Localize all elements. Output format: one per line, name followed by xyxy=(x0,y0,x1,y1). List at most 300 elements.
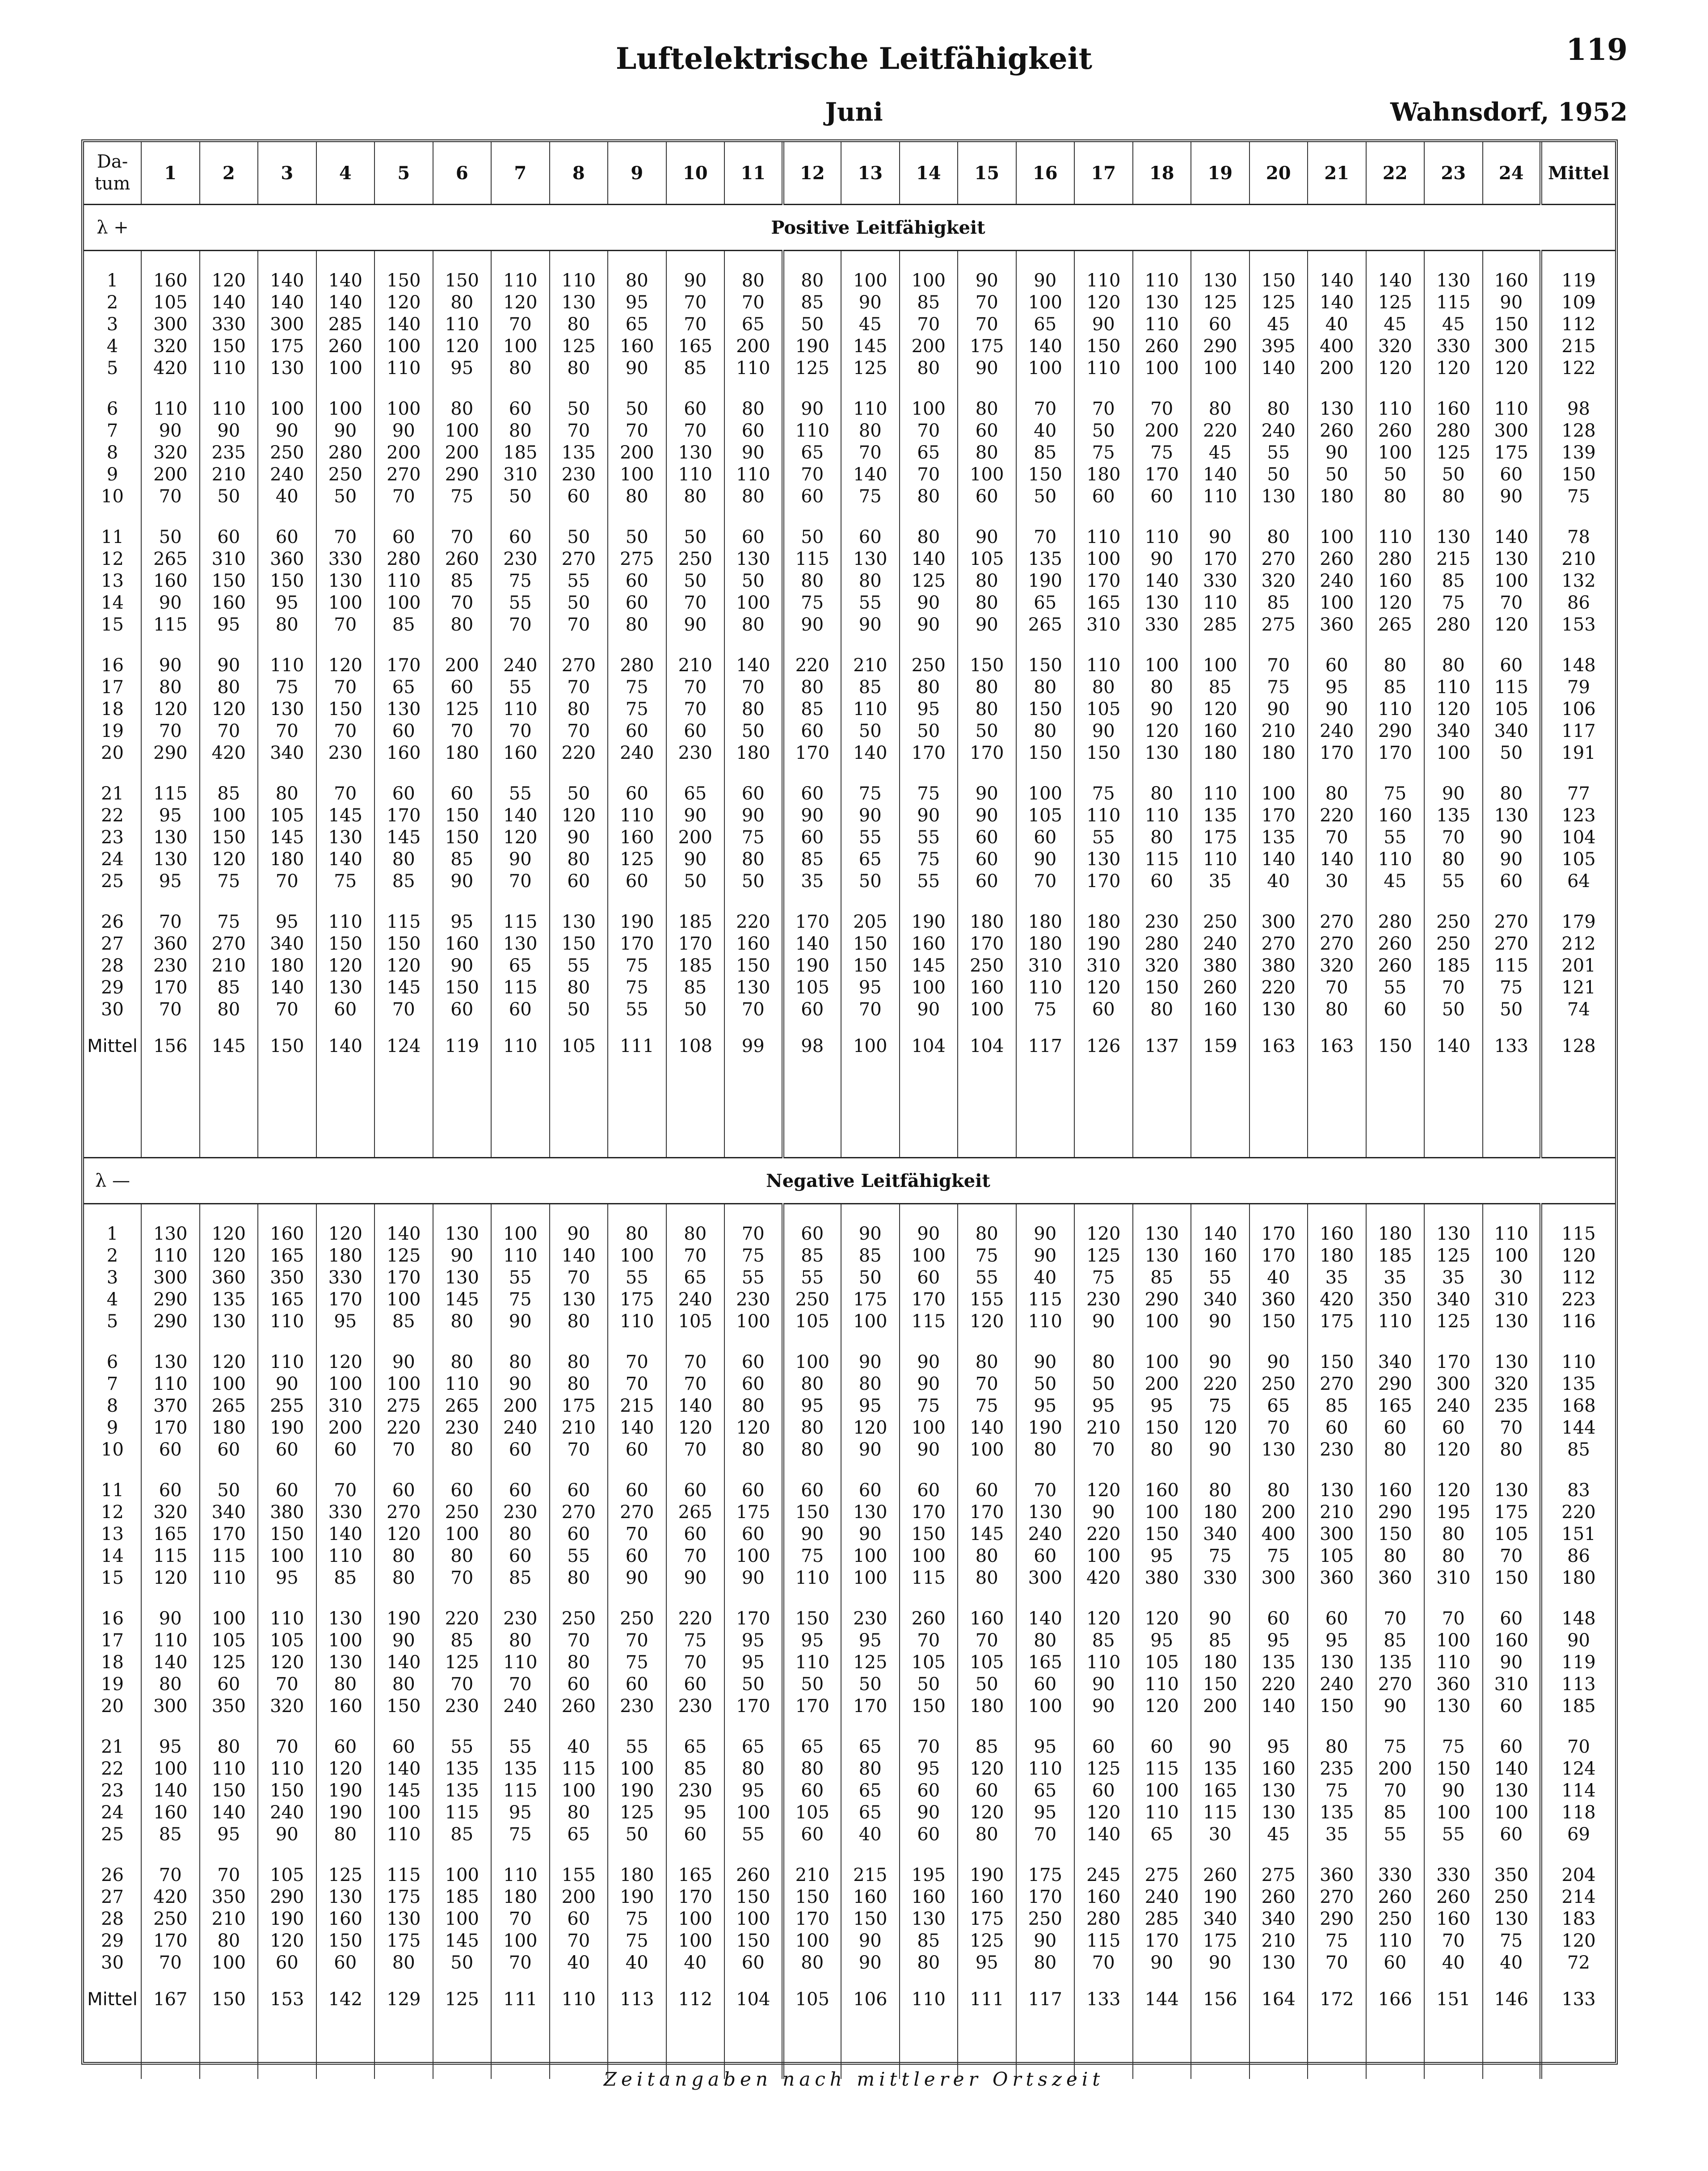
value-cell: 145 xyxy=(841,336,900,358)
spacer-cell xyxy=(1191,1461,1249,1480)
value-cell: 125 xyxy=(433,698,492,720)
value-cell: 80 xyxy=(1308,783,1366,805)
value-cell: 100 xyxy=(724,1908,783,1930)
value-cell: 60 xyxy=(1016,1545,1075,1567)
value-cell: 100 xyxy=(783,1351,841,1373)
value-cell: 80 xyxy=(550,1652,608,1674)
value-cell: 50 xyxy=(666,526,725,548)
spacer-cell xyxy=(608,379,666,398)
value-cell: 185 xyxy=(491,442,550,464)
value-cell: 135 xyxy=(1308,1802,1366,1824)
day-mean-cell: 212 xyxy=(1541,933,1615,955)
value-cell: 120 xyxy=(958,1311,1016,1333)
value-cell: 85 xyxy=(666,358,725,379)
value-cell: 135 xyxy=(1191,805,1249,827)
value-cell: 110 xyxy=(1133,526,1191,548)
spacer-cell xyxy=(1308,508,1366,526)
table-row xyxy=(84,805,1615,827)
value-cell: 280 xyxy=(608,655,666,677)
value-cell: 70 xyxy=(958,1630,1016,1652)
value-cell: 115 xyxy=(900,1311,958,1333)
value-cell: 110 xyxy=(141,1245,200,1267)
value-cell: 120 xyxy=(374,1523,433,1545)
value-cell: 85 xyxy=(1424,570,1483,592)
value-cell: 140 xyxy=(141,1652,200,1674)
value-cell: 45 xyxy=(1366,871,1425,892)
value-cell: 320 xyxy=(141,1502,200,1523)
spacer-cell xyxy=(1249,1717,1308,1736)
spacer-cell xyxy=(841,1461,900,1480)
value-cell: 180 xyxy=(1191,742,1249,764)
value-cell: 100 xyxy=(141,1758,200,1780)
value-cell: 90 xyxy=(433,871,492,892)
value-cell: 260 xyxy=(1366,933,1425,955)
value-cell: 50 xyxy=(550,526,608,548)
value-cell: 180 xyxy=(258,955,316,977)
value-cell: 180 xyxy=(1308,486,1366,508)
value-cell: 205 xyxy=(841,911,900,933)
value-cell: 75 xyxy=(608,1908,666,1930)
hour-mean-cell: 105 xyxy=(783,1974,841,2025)
value-cell: 60 xyxy=(433,677,492,698)
value-cell: 220 xyxy=(1249,977,1308,999)
value-cell: 120 xyxy=(491,292,550,314)
spacer-cell xyxy=(316,892,375,911)
value-cell: 70 xyxy=(1308,827,1366,849)
value-cell: 230 xyxy=(316,742,375,764)
value-cell: 80 xyxy=(900,677,958,698)
value-cell: 140 xyxy=(491,805,550,827)
day-mean-cell: 64 xyxy=(1541,871,1615,892)
value-cell: 185 xyxy=(1424,955,1483,977)
value-cell: 230 xyxy=(841,1608,900,1630)
value-cell: 60 xyxy=(491,1545,550,1567)
hour-mean-cell: 142 xyxy=(316,1974,375,2025)
spacer-cell xyxy=(433,508,492,526)
value-cell: 90 xyxy=(374,1351,433,1373)
value-cell: 70 xyxy=(666,292,725,314)
day-cell: 9 xyxy=(106,464,118,485)
hour-mean-cell: 117 xyxy=(1016,1021,1075,1072)
spacer-cell xyxy=(316,1589,375,1608)
value-cell: 125 xyxy=(958,1930,1016,1952)
value-cell: 100 xyxy=(666,1930,725,1952)
spacer-cell xyxy=(1424,1333,1483,1351)
value-cell: 75 xyxy=(783,592,841,614)
value-cell: 140 xyxy=(1191,464,1249,486)
value-cell: 160 xyxy=(1308,1223,1366,1245)
value-cell: 200 xyxy=(374,442,433,464)
value-cell: 150 xyxy=(1016,742,1075,764)
value-cell: 110 xyxy=(1191,783,1249,805)
spacer-cell xyxy=(1424,764,1483,783)
value-cell: 95 xyxy=(724,1652,783,1674)
value-cell: 160 xyxy=(841,1886,900,1908)
hour-mean-cell: 166 xyxy=(1366,1974,1425,2025)
value-cell: 55 xyxy=(608,1736,666,1758)
value-cell: 190 xyxy=(1191,1886,1249,1908)
spacer-cell xyxy=(608,251,666,270)
spacer-cell xyxy=(84,892,141,911)
spacer-cell xyxy=(1483,1461,1541,1480)
value-cell: 240 xyxy=(1133,1886,1191,1908)
positive-section-header xyxy=(84,205,1615,251)
value-cell: 360 xyxy=(1424,1674,1483,1696)
value-cell: 60 xyxy=(608,1480,666,1502)
value-cell: 275 xyxy=(374,1395,433,1417)
value-cell: 70 xyxy=(550,720,608,742)
value-cell: 55 xyxy=(608,1267,666,1289)
spacer-cell xyxy=(433,636,492,655)
value-cell: 100 xyxy=(958,999,1016,1021)
value-cell: 90 xyxy=(1016,1351,1075,1373)
day-cell: 27 xyxy=(101,1887,124,1907)
value-cell: 110 xyxy=(491,1245,550,1267)
value-cell: 100 xyxy=(900,270,958,292)
value-cell: 60 xyxy=(1308,1417,1366,1439)
gap-cell xyxy=(316,1072,375,1158)
spacer-cell xyxy=(900,764,958,783)
value-cell: 70 xyxy=(900,1630,958,1652)
value-cell: 190 xyxy=(258,1908,316,1930)
value-cell: 90 xyxy=(900,805,958,827)
value-cell: 115 xyxy=(433,1802,492,1824)
spacer-cell xyxy=(141,1717,200,1736)
value-cell: 320 xyxy=(141,336,200,358)
value-cell: 90 xyxy=(491,849,550,871)
spacer-cell xyxy=(1133,1846,1191,1864)
value-cell: 80 xyxy=(958,1567,1016,1589)
value-cell: 200 xyxy=(724,336,783,358)
value-cell: 65 xyxy=(666,1267,725,1289)
value-cell: 120 xyxy=(141,1567,200,1589)
spacer-cell xyxy=(958,1333,1016,1351)
value-cell: 125 xyxy=(200,1652,258,1674)
spacer-cell xyxy=(1541,1589,1615,1608)
value-cell: 80 xyxy=(200,999,258,1021)
spacer-cell xyxy=(84,1846,141,1864)
spacer-cell xyxy=(783,1717,841,1736)
hour-mean-cell: 163 xyxy=(1249,1021,1308,1072)
value-cell: 100 xyxy=(374,1802,433,1824)
value-cell: 150 xyxy=(374,1696,433,1717)
value-cell: 80 xyxy=(258,783,316,805)
value-cell: 120 xyxy=(200,1245,258,1267)
spacer-cell xyxy=(84,1589,141,1608)
value-cell: 130 xyxy=(374,1908,433,1930)
value-cell: 70 xyxy=(900,464,958,486)
value-cell: 150 xyxy=(900,1523,958,1545)
value-cell: 120 xyxy=(491,827,550,849)
value-cell: 115 xyxy=(491,977,550,999)
spacer-cell xyxy=(316,1204,375,1224)
value-cell: 285 xyxy=(316,314,375,336)
value-cell: 130 xyxy=(666,442,725,464)
value-cell: 180 xyxy=(724,742,783,764)
value-cell: 70 xyxy=(1016,1824,1075,1846)
value-cell: 125 xyxy=(900,570,958,592)
spacer-cell xyxy=(200,1461,258,1480)
value-cell: 260 xyxy=(1308,548,1366,570)
footer-note: Zeitangaben nach mittlerer Ortszeit xyxy=(603,2068,1105,2090)
value-cell: 90 xyxy=(1016,1223,1075,1245)
value-cell: 70 xyxy=(550,677,608,698)
value-cell: 300 xyxy=(1308,1523,1366,1545)
value-cell: 80 xyxy=(1249,1480,1308,1502)
spacer-cell xyxy=(1133,1204,1191,1224)
value-cell: 260 xyxy=(1133,336,1191,358)
gap-cell xyxy=(1541,1072,1615,1158)
spacer-cell xyxy=(841,764,900,783)
spacer-cell xyxy=(258,251,316,270)
day-cell: 16 xyxy=(101,1608,124,1629)
spacer-cell xyxy=(258,1846,316,1864)
value-cell: 100 xyxy=(200,1608,258,1630)
value-cell: 50 xyxy=(1483,999,1541,1021)
table-row xyxy=(84,526,1615,548)
value-cell: 80 xyxy=(841,1373,900,1395)
value-cell: 50 xyxy=(550,999,608,1021)
spacer-row xyxy=(84,1717,1615,1736)
hour-header: 20 xyxy=(1249,142,1308,205)
day-mean-cell: 90 xyxy=(1541,1630,1615,1652)
value-cell: 75 xyxy=(608,977,666,999)
spacer-cell xyxy=(608,1589,666,1608)
month-label: Juni xyxy=(825,97,883,127)
value-cell: 120 xyxy=(1133,1696,1191,1717)
value-cell: 210 xyxy=(783,1864,841,1886)
value-cell: 360 xyxy=(258,548,316,570)
day-mean-cell: 220 xyxy=(1541,1502,1615,1523)
value-cell: 160 xyxy=(141,570,200,592)
value-cell: 85 xyxy=(1366,1802,1425,1824)
value-cell: 90 xyxy=(1191,526,1249,548)
value-cell: 170 xyxy=(841,1696,900,1717)
table-row xyxy=(84,336,1615,358)
spacer-cell xyxy=(433,1333,492,1351)
value-cell: 70 xyxy=(841,442,900,464)
spacer-cell xyxy=(900,251,958,270)
value-cell: 60 xyxy=(783,1824,841,1846)
table-row xyxy=(84,1267,1615,1289)
spacer-cell xyxy=(841,379,900,398)
value-cell: 70 xyxy=(724,999,783,1021)
value-cell: 240 xyxy=(491,1417,550,1439)
value-cell: 170 xyxy=(900,1289,958,1311)
table-row xyxy=(84,955,1615,977)
day-mean-cell: 112 xyxy=(1541,1267,1615,1289)
value-cell: 100 xyxy=(1483,570,1541,592)
spacer-cell xyxy=(1424,1717,1483,1736)
value-cell: 105 xyxy=(258,1864,316,1886)
value-cell: 115 xyxy=(1016,1289,1075,1311)
value-cell: 210 xyxy=(666,655,725,677)
value-cell: 55 xyxy=(491,1736,550,1758)
value-cell: 200 xyxy=(491,1395,550,1417)
table-row xyxy=(84,1736,1615,1758)
table-row xyxy=(84,314,1615,336)
value-cell: 120 xyxy=(316,955,375,977)
value-cell: 90 xyxy=(841,1351,900,1373)
value-cell: 110 xyxy=(1133,1674,1191,1696)
positive-mean-row xyxy=(84,1021,1615,1072)
value-cell: 80 xyxy=(958,398,1016,420)
value-cell: 140 xyxy=(374,1758,433,1780)
value-cell: 85 xyxy=(783,1245,841,1267)
value-cell: 330 xyxy=(1133,614,1191,636)
value-cell: 90 xyxy=(1074,314,1133,336)
hour-mean-cell: 110 xyxy=(491,1021,550,1072)
hour-mean-cell: 110 xyxy=(550,1974,608,2025)
value-cell: 50 xyxy=(550,398,608,420)
value-cell: 40 xyxy=(666,1952,725,1974)
value-cell: 60 xyxy=(958,1480,1016,1502)
value-cell: 80 xyxy=(783,1952,841,1974)
value-cell: 75 xyxy=(1249,1545,1308,1567)
spacer-cell xyxy=(1366,892,1425,911)
spacer-cell xyxy=(783,1461,841,1480)
value-cell: 230 xyxy=(491,548,550,570)
value-cell: 70 xyxy=(258,871,316,892)
table-row xyxy=(84,1439,1615,1461)
hour-mean-cell: 105 xyxy=(550,1021,608,1072)
value-cell: 110 xyxy=(1191,592,1249,614)
value-cell: 85 xyxy=(316,1567,375,1589)
spacer-cell xyxy=(958,1717,1016,1736)
table-row xyxy=(84,1864,1615,1886)
value-cell: 50 xyxy=(724,1674,783,1696)
day-mean-cell: 191 xyxy=(1541,742,1615,764)
value-cell: 70 xyxy=(141,486,200,508)
day-cell: 1 xyxy=(106,1224,118,1244)
value-cell: 75 xyxy=(1074,442,1133,464)
day-mean-cell: 150 xyxy=(1541,464,1615,486)
value-cell: 70 xyxy=(841,999,900,1021)
spacer-cell xyxy=(783,892,841,911)
spacer-cell xyxy=(200,636,258,655)
value-cell: 235 xyxy=(1483,1395,1541,1417)
value-cell: 90 xyxy=(783,805,841,827)
value-cell: 165 xyxy=(258,1245,316,1267)
value-cell: 100 xyxy=(316,1373,375,1395)
value-cell: 35 xyxy=(1308,1267,1366,1289)
value-cell: 110 xyxy=(491,698,550,720)
value-cell: 55 xyxy=(1074,827,1133,849)
value-cell: 140 xyxy=(783,933,841,955)
value-cell: 75 xyxy=(1424,592,1483,614)
value-cell: 110 xyxy=(783,1567,841,1589)
value-cell: 90 xyxy=(666,614,725,636)
value-cell: 60 xyxy=(1133,1736,1191,1758)
value-cell: 120 xyxy=(1424,1439,1483,1461)
hour-header: 12 xyxy=(783,142,841,205)
value-cell: 50 xyxy=(958,1674,1016,1696)
value-cell: 100 xyxy=(841,270,900,292)
value-cell: 150 xyxy=(550,933,608,955)
value-cell: 175 xyxy=(1483,1502,1541,1523)
value-cell: 35 xyxy=(783,871,841,892)
spacer-cell xyxy=(491,508,550,526)
value-cell: 150 xyxy=(783,1886,841,1908)
value-cell: 230 xyxy=(433,1417,492,1439)
spacer-cell xyxy=(1074,1333,1133,1351)
spacer-cell xyxy=(374,508,433,526)
value-cell: 60 xyxy=(724,1351,783,1373)
hour-mean-cell: 167 xyxy=(141,1974,200,2025)
spacer-cell xyxy=(1249,1846,1308,1864)
value-cell: 55 xyxy=(724,1267,783,1289)
value-cell: 60 xyxy=(900,1480,958,1502)
value-cell: 310 xyxy=(1074,955,1133,977)
value-cell: 350 xyxy=(1483,1864,1541,1886)
value-cell: 290 xyxy=(141,1311,200,1333)
value-cell: 270 xyxy=(1308,933,1366,955)
value-cell: 50 xyxy=(550,592,608,614)
table-row xyxy=(84,1545,1615,1567)
value-cell: 90 xyxy=(958,614,1016,636)
value-cell: 110 xyxy=(316,911,375,933)
negative-mean-row xyxy=(84,1974,1615,2025)
value-cell: 110 xyxy=(1366,1930,1425,1952)
value-cell: 70 xyxy=(1424,1930,1483,1952)
value-cell: 90 xyxy=(1074,1674,1133,1696)
value-cell: 270 xyxy=(608,1502,666,1523)
value-cell: 100 xyxy=(1308,526,1366,548)
hour-mean-cell: 172 xyxy=(1308,1974,1366,2025)
value-cell: 320 xyxy=(141,442,200,464)
table-row xyxy=(84,1523,1615,1545)
spacer-cell xyxy=(666,1846,725,1864)
value-cell: 65 xyxy=(608,314,666,336)
value-cell: 130 xyxy=(724,977,783,999)
hour-mean-cell: 133 xyxy=(1483,1021,1541,1072)
value-cell: 80 xyxy=(724,398,783,420)
value-cell: 85 xyxy=(1366,1630,1425,1652)
value-cell: 180 xyxy=(1016,933,1075,955)
value-cell: 100 xyxy=(374,336,433,358)
value-cell: 60 xyxy=(1191,314,1249,336)
spacer-cell xyxy=(1074,251,1133,270)
value-cell: 100 xyxy=(491,1930,550,1952)
value-cell: 90 xyxy=(958,783,1016,805)
value-cell: 80 xyxy=(550,1802,608,1824)
spacer-cell xyxy=(491,764,550,783)
value-cell: 100 xyxy=(1133,358,1191,379)
value-cell: 120 xyxy=(1366,592,1425,614)
spacer-cell xyxy=(84,1717,141,1736)
value-cell: 70 xyxy=(1074,1439,1133,1461)
value-cell: 250 xyxy=(1016,1908,1075,1930)
spacer-cell xyxy=(1366,1204,1425,1224)
table-row xyxy=(84,977,1615,999)
spacer-cell xyxy=(1308,892,1366,911)
value-cell: 90 xyxy=(200,655,258,677)
value-cell: 140 xyxy=(1308,849,1366,871)
value-cell: 80 xyxy=(433,1545,492,1567)
value-cell: 85 xyxy=(900,1930,958,1952)
spacer-cell xyxy=(491,251,550,270)
table-row xyxy=(84,1480,1615,1502)
day-mean-cell: 223 xyxy=(1541,1289,1615,1311)
value-cell: 290 xyxy=(141,1289,200,1311)
value-cell: 60 xyxy=(316,1952,375,1974)
value-cell: 130 xyxy=(141,849,200,871)
day-mean-cell: 144 xyxy=(1541,1417,1615,1439)
value-cell: 100 xyxy=(841,1311,900,1333)
spacer-cell xyxy=(200,1333,258,1351)
spacer-cell xyxy=(258,1333,316,1351)
table-row xyxy=(84,698,1615,720)
